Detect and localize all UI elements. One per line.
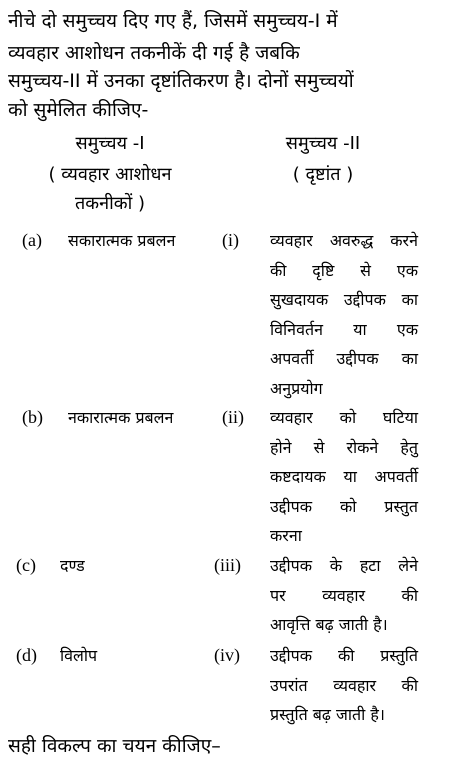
row-d-description	[270, 641, 418, 730]
desc-line: उपरांत व्यवहार की	[270, 675, 418, 695]
desc-line: उद्दीपक को प्रस्तुत	[270, 496, 418, 516]
set1-title: समुच्चय -I	[75, 133, 145, 154]
row-a-description	[270, 226, 418, 403]
row-c-description	[270, 551, 418, 640]
set2-subtitle: ( दृष्टांत )	[292, 164, 354, 185]
desc-line: विनिवर्तन या एक	[270, 319, 418, 339]
row-b-letter: (b)	[22, 407, 43, 427]
desc-line: करना	[270, 526, 302, 545]
desc-line: कष्टदायक या अपवर्ती	[270, 467, 418, 486]
row-b-description	[270, 403, 418, 551]
desc-line: उद्दीपक की प्रस्तुति	[270, 646, 418, 665]
desc-line: व्यवहार को घटिया	[270, 408, 418, 427]
question-line-3: समुच्चय-II में उनका दृष्टांतिकरण है। दोनों समुच्चयों	[8, 70, 354, 92]
question-line-1: नीचे दो समुच्चय दिए गए हैं, जिसमें समुच्चय-I में	[8, 10, 338, 32]
row-d-letter: (d)	[16, 645, 37, 665]
desc-line: सुखदायक उद्दीपक का	[270, 290, 418, 309]
desc-line: अपवर्ती उद्दीपक का	[270, 349, 418, 368]
row-c-technique: दण्ड	[60, 556, 85, 575]
desc-line: प्रस्तुति बढ़ जाती है।	[270, 705, 385, 724]
question-line-2: व्यवहार आशोधन तकनीकें दी गई है जबकि	[8, 42, 300, 64]
desc-line: पर व्यवहार की	[270, 585, 418, 605]
set1-subtitle-line2: तकनीकों )	[75, 193, 145, 214]
desc-line: आवृत्ति बढ़ जाती है।	[270, 615, 388, 634]
row-a-roman: (i)	[222, 230, 239, 250]
row-c-letter: (c)	[16, 555, 36, 575]
row-d-roman: (iv)	[214, 645, 240, 665]
row-b-technique: नकारात्मक प्रबलन	[68, 408, 174, 427]
desc-line: उद्दीपक के हटा लेने	[270, 556, 418, 575]
desc-line: की दृष्टि से एक	[270, 260, 418, 280]
question-line-4: को सुमेलित कीजिए-	[8, 99, 149, 121]
desc-line: अनुप्रयोग	[270, 378, 323, 398]
row-a-technique: सकारात्मक प्रबलन	[68, 231, 176, 250]
desc-line: होने से रोकने हेतु	[270, 437, 418, 457]
row-b-roman: (ii)	[222, 407, 244, 427]
desc-line: व्यवहार अवरुद्ध करने	[270, 231, 418, 250]
answer-prompt: सही विकल्प का चयन कीजिए–	[8, 735, 221, 757]
set2-title: समुच्चय -II	[285, 133, 361, 154]
row-c-roman: (iii)	[214, 555, 241, 575]
row-a-letter: (a)	[22, 230, 42, 250]
row-d-technique: विलोप	[60, 646, 98, 665]
set1-subtitle-line1: ( व्यवहार आशोधन	[48, 164, 172, 185]
